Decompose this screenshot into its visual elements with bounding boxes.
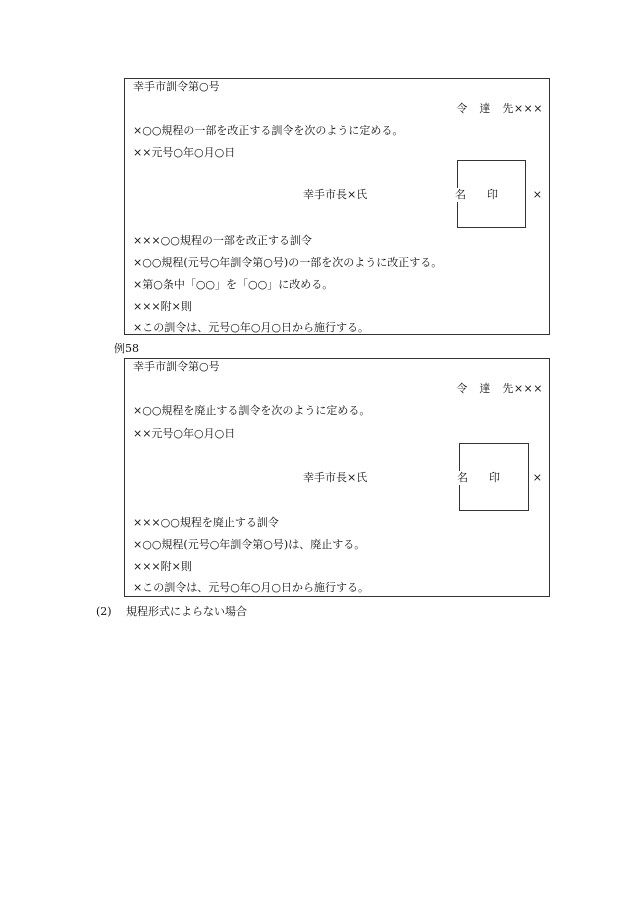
example-box-1 (124, 78, 550, 335)
heading: 幸手市訓令第○号 (133, 80, 220, 93)
date: ××元号○年○月○日 (133, 427, 236, 440)
body-line: ×この訓令は、元号○年○月○日から施行する。 (133, 581, 370, 594)
intro-text: ×○○規程を廃止する訓令を次のように定める。 (133, 404, 371, 417)
body-line: ×○○規程(元号○年訓令第○号)の一部を次のように改正する。 (133, 256, 443, 269)
date: ××元号○年○月○日 (133, 146, 236, 159)
mayor-name: 幸手市長×氏 (303, 471, 368, 484)
body-line: ×○○規程(元号○年訓令第○号)は、廃止する。 (133, 538, 366, 551)
body-line: ×この訓令は、元号○年○月○日から施行する。 (133, 321, 370, 334)
seal-mark: × (532, 471, 542, 484)
body-line: ×××○○規程の一部を改正する訓令 (133, 234, 312, 247)
section-number: (2) (96, 605, 112, 618)
destination: 令 達 先××× (456, 102, 543, 115)
seal-in-label: 印 (489, 471, 500, 484)
body-line: ×××附×則 (133, 300, 192, 313)
destination: 令 達 先××× (456, 382, 543, 395)
body-line: ×第○条中「○○」を「○○」に改める。 (133, 278, 334, 291)
example-label: 例58 (114, 342, 139, 355)
heading: 幸手市訓令第○号 (133, 360, 220, 373)
mayor-name: 幸手市長×氏 (303, 188, 368, 201)
seal-name-label: 名 (457, 471, 468, 484)
seal-name-label: 名 (455, 188, 466, 201)
body-line: ×××○○規程を廃止する訓令 (133, 516, 279, 529)
intro-text: ×○○規程の一部を改正する訓令を次のように定める。 (133, 124, 404, 137)
section-title: 規程形式によらない場合 (126, 605, 247, 618)
seal-mark: × (532, 188, 542, 201)
seal-in-label: 印 (487, 188, 498, 201)
example-box-2 (124, 358, 550, 597)
body-line: ×××附×則 (133, 560, 192, 573)
